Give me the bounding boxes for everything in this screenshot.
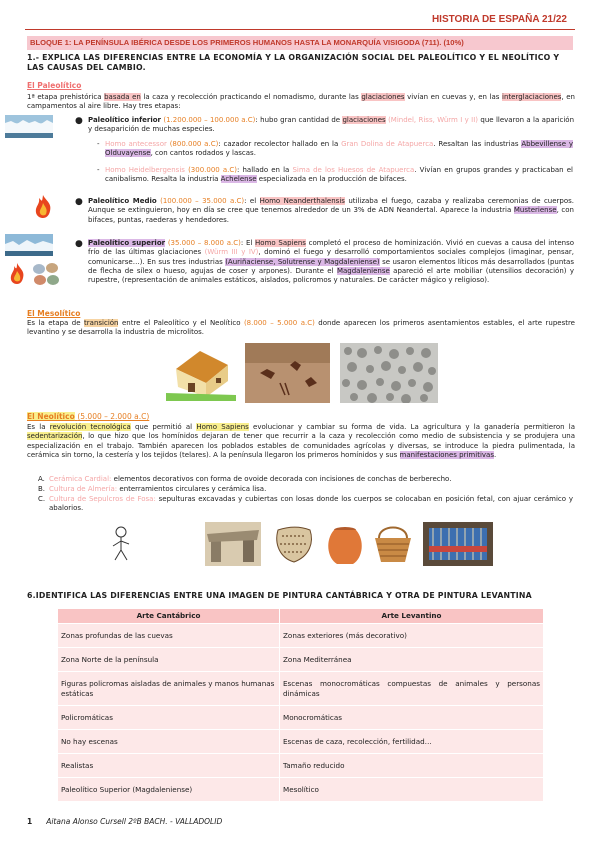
loom-image	[423, 522, 493, 566]
question-6: 6.IDENTIFICA LAS DIFERENCIAS ENTRE UNA IMAGEN DE PINTURA CANTÁBRICA Y OTRA DE PINTURA LEVANTINA	[27, 591, 532, 600]
pottery-vase-image	[323, 522, 367, 566]
table-header: Arte Cantábrico	[58, 609, 280, 624]
table-cell: Figuras policromas aisladas de animales y manos humanas estáticas	[58, 672, 280, 706]
cave-painting-image	[245, 343, 330, 403]
author: Aitana Alonso Cursell 2ºB BACH. - VALLADOLID	[46, 817, 223, 826]
table-cell: Zonas exteriores (más decorativo)	[280, 624, 544, 648]
table-cell: Zona Mediterránea	[280, 648, 544, 672]
ceramic-image	[270, 522, 318, 566]
house-image	[166, 343, 236, 401]
page-footer	[27, 817, 222, 827]
table-cell: Tamaño reducido	[280, 754, 544, 778]
paleolithic-intro: 1ª etapa prehistórica basada en la caza y recolección practicando el nomadismo, durante las glaciaciones vivían en cuevas y, en las interglaciaciones, en campamentos al aire libre. Hay tres etapas:	[27, 93, 575, 111]
dolmen-image	[205, 522, 261, 566]
header-rule	[25, 29, 575, 30]
figure-image	[107, 524, 137, 562]
homo-heidelbergensis: - Homo Heidelbergensis (300.000 a.C): hallado en la Sima de los Huesos de Atapuerca. Vivían en grupos grandes y practicaban el canibalismo. Resalta la industria Achelense especializada en la producción de bifaces.	[105, 166, 573, 185]
table-cell: Paleolítico Superior (Magdaleniense)	[58, 778, 280, 802]
paleolithic-lower: Paleolítico inferior (1.200.000 – 100.000 a.C): hubo gran cantidad de glaciaciones (Mindel, Riss, Würm I y II) que llevaron a la aparición y desaparición de muchas especies.	[88, 116, 575, 134]
paleolithic-middle: Paleolítico Medio (100.000 – 35.000 a.C): el Homo Neanderthalensis utilizaba el fuego, cazaba y realizaba ceremonias de cuerpos. Aunque se extinguieron, hoy en día se cree que tenemos alrededor de un 3% de ADN Neandertal. Aparece la industria Musteriense, con bifaces, puntas, raederas y hendedores.	[88, 197, 575, 224]
block-title: BLOQUE 1: LA PENÍNSULA IBÉRICA DESDE LOS PRIMEROS HUMANOS HASTA LA MONARQUÍA VISIGODA (711). (10%)	[27, 36, 573, 50]
microliths-image	[340, 343, 438, 403]
table-cell: Policromáticas	[58, 706, 280, 730]
basket-image	[371, 522, 415, 566]
mesolithic-title: El Mesolítico	[27, 309, 81, 318]
paleolithic-title: El Paleolítico	[27, 81, 82, 90]
glacier-image	[5, 115, 53, 138]
table-cell: Zonas profundas de las cuevas	[58, 624, 280, 648]
table-cell: Escenas monocromáticas compuestas de animales y personas dinámicas	[280, 672, 544, 706]
table-row	[58, 730, 544, 754]
table-cell: Monocromáticas	[280, 706, 544, 730]
neolithic-list-item: A. Cerámica Cardial: elementos decorativos con forma de ovoide decorada con incisiones de conchas de berberecho.	[38, 475, 452, 483]
table-row	[58, 706, 544, 730]
paleolithic-upper: Paleolítico superior (35.000 – 8.000 a.C): El Homo Sapiens completó el proceso de hominización. Vivió en cuevas a causa del intenso frío de las últimas glaciaciones (Würm III y IV), dominó el fuego y desarrolló comportamientos sociales complejos (imaginar, pensar, comunicarse…). En sus tres industrias (Auriñaciense, Solutrense y Magdaleniense) se usaron elementos líticos más desarrollados (puntas de flecha de sílex o hueso, agujas de coser y arpones). Durante el Magdaleniense apareció el arte mobiliar (utensilios decoración) y rupestre, (representación de animales estáticos, aislados, policromos y naturales. De carácter mágico y religioso).	[88, 239, 575, 285]
bullet-icon: ●	[75, 197, 83, 207]
glacier-image	[5, 234, 53, 256]
table-row	[58, 778, 544, 802]
table-row	[58, 648, 544, 672]
fire-image	[6, 261, 28, 285]
tools-image	[31, 261, 61, 287]
table-cell: Realistas	[58, 754, 280, 778]
bullet-icon: ●	[75, 239, 83, 249]
table-cell: No hay escenas	[58, 730, 280, 754]
table-row	[58, 624, 544, 648]
table-header: Arte Levantino	[280, 609, 544, 624]
table-cell: Escenas de caza, recolección, fertilidad…	[280, 730, 544, 754]
table-cell: Mesolítico	[280, 778, 544, 802]
question-1: 1.- EXPLICA LAS DIFERENCIAS ENTRE LA ECONOMÍA Y LA ORGANIZACIÓN SOCIAL DEL PALEOLÍTICO Y EL NEOLÍTICO Y LAS CAUSAS DEL CAMBIO.	[27, 53, 560, 73]
page-header: HISTORIA DE ESPAÑA 21/22	[431, 14, 567, 25]
neolithic-list-item: B. Cultura de Almería: enterramientos circulares y cerámica lisa.	[38, 485, 267, 493]
fire-image	[30, 193, 56, 219]
page-number: 1	[27, 817, 33, 826]
table-row	[58, 672, 544, 706]
table-row	[58, 754, 544, 778]
mesolithic-text: Es la etapa de transición entre el Paleolítico y el Neolítico (8.000 – 5.000 a.C) donde aparecen los primeros asentamientos estables, el arte rupestre levantino y se desarrolla la industria de microlitos.	[27, 319, 575, 337]
neolithic-list-item: C. Cultura de Sepulcros de Fosa: sepulturas excavadas y cubiertas con losas donde los cuerpos se colocaban en posición fetal, con ajuar cerámico y abalorios.	[38, 495, 574, 513]
neolithic-title: El Neolítico (5.000 – 2.000 a.C)	[27, 412, 150, 421]
bullet-icon: ●	[75, 116, 83, 126]
art-comparison-table	[57, 608, 544, 802]
table-cell: Zona Norte de la península	[58, 648, 280, 672]
homo-antecessor: - Homo antecessor (800.000 a.C): cazador recolector hallado en la Gran Dolina de Atapuerca. Resaltan las industrias Abbevillense y Olduvayense, con cantos rodados y lascas.	[105, 140, 573, 159]
neolithic-text: Es la revolución tecnológica que permitió al Homo Sapiens evolucionar y cambiar su forma de vida. La agricultura y la ganadería permitieron la sedentarización, lo que hizo que los homínidos dejaran de tener que recurrir a la caza y recolección como medio de subsistencia y se produjera una especialización en el trabajo. También aparecen los poblados estables de comunidades agrícolas y diversas, se introduce la piedra pulimentada, la cerámica sin torno, la cestería y los tejidos (telares). A la península llegaron los primeros homínidos y sus manifestaciones primitivas.	[27, 423, 576, 459]
